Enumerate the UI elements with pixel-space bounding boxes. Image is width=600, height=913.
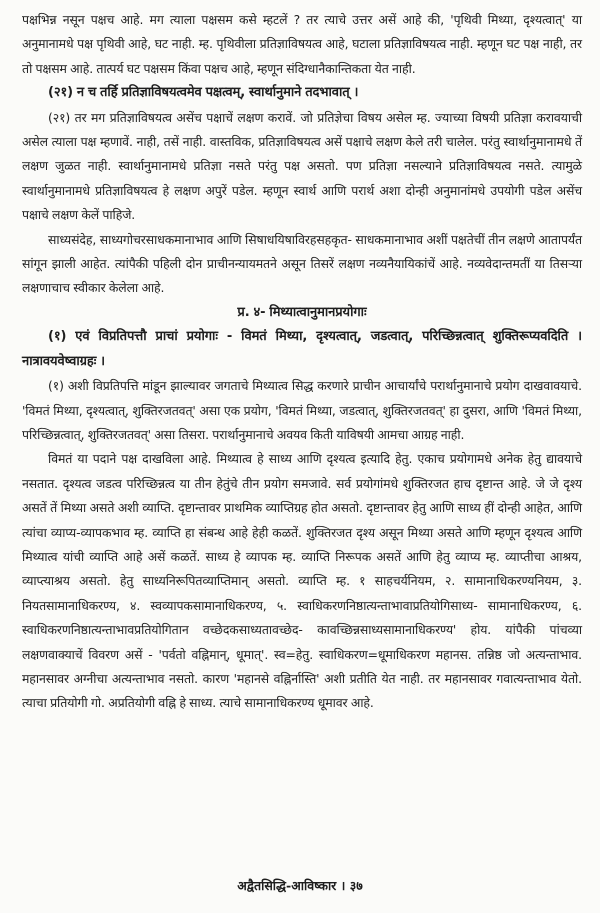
- paragraph-continued: पक्षभिन्न नसून पक्षच आहे. मग त्याला पक्षसम कसे म्हटलें ? तर त्याचे उत्तर असें आहे की, 'पृथिवी मिथ्या, दृश्यत्वात्' या अनुमानामधे पक्ष पृथिवी आहे, घट नाही. म्ह. पृथिवीला प्रतिज्ञाविषयत्व आहे, घटाला प्रतिज्ञाविषयत्व नाही. म्हणून घट पक्ष नाही, तर तो पक्षसम आहे. तात्पर्य घट पक्षसम किंवा पक्षच आहे, म्हणून संदिग्धानैकान्तिकता येत नाही.: [22, 12, 582, 76]
- paragraph-vimata: विमतं या पदाने पक्ष दाखविला आहे. मिथ्यात्व हे साध्य आणि दृश्यत्व इत्यादि हेतु. एकाच प्रयोगामधे अनेक हेतु द्यावयाचे नसतात. दृश्यत्व जडत्व परिच्छिन्नत्व या तीन हेतुंचे तीन प्रयोग समजावे. सर्व प्रयोगांमधे शुक्तिरजत हाच दृष्टान्त आहे. जे जे दृश्य असतें तें मिथ्या असते अशी व्याप्ति. दृष्टान्तावर प्राथमिक व्याप्तिग्रह होत असतो. दृष्टान्तावर हेतु आणि साध्य हीं दोन्ही आहेत, आणि त्यांचा व्याप्य-व्यापकभाव म्ह. व्याप्ति हा संबन्ध आहे हेही कळतें. शुक्तिरजत दृश्य असून मिथ्या असते आणि म्हणून दृश्यत्व आणि मिथ्यात्व यांची व्याप्ति आहे असें कळतें. साध्य हे व्यापक म्ह. व्याप्ति निरूपक असतें आणि हेतु व्याप्य म्ह. व्याप्तीचा आश्रय, व्याप्त्याश्रय असतो. हेतु साध्यनिरूपितव्याप्तिमान् असतो. व्याप्ति म्ह. १ साहचर्यनियम, २. सामानाधिकरण्यनियम, ३. नियतसामानाधिकरण्य, ४. स्वव्यापकसामानाधिकरण्य, ५. स्वाधिकरणनिष्ठात्यन्ताभावाप्रतियोगिसाध्य- सामानाधिकरण्य, ६. स्वाधिकरणनिष्ठात्यन्ताभावप्रतियोगितान वच्छेदकसाध्यतावच्छेद- कावच्छिन्नसाध्यसामानाधिकरण्य' होय. यांपैकी पांचव्या लक्षणवाक्याचें विवरण असें - 'पर्वतो वह्निमान्, धूमात्'. स्व=हेतु. स्वाधिकरण=धूमाधिकरण महानस. तन्निष्ठ जो अत्यन्ताभाव. महानसावर अग्नीचा अत्यन्ताभाव नसतो. कारण 'महानसे वह्निर्नास्ति' अशी प्रतीति येत नाही. तर महानसावर गवात्यन्ताभाव येतो. त्याचा प्रतियोगी गो. अप्रतियोगी वह्नि हे साध्य. त्याचे सामानाधिकरण्य धूमावर आहे.: [22, 451, 582, 711]
- page-footer: अद्वैतसिद्धि-आविष्कार । ३७: [237, 878, 363, 893]
- paragraph-21: (२१) तर मग प्रतिज्ञाविषयत्व असेंच पक्षाचें लक्षण करावें. जो प्रतिज्ञेचा विषय असेल म्ह. ज्याच्या विषयी प्रतिज्ञा करावयाची असेल त्याला पक्ष म्हणावें. नाही, तसें नाही. वास्तविक, प्रतिज्ञाविषयत्व असें पक्षाचे लक्षण केले तरी चालेल. परंतु स्वार्थानुमानामधे तें लक्षण जुळत नाही. स्वार्थानुमानामधे प्रतिज्ञा नसते परंतु पक्ष असतो. पण प्रतिज्ञा नसल्याने प्रतिज्ञाविषयत्व नसते. त्यामुळे स्वार्थानुमानामधे प्रतिज्ञाविषयत्व हे लक्षण अपुरें पडेल. म्हणून स्वार्थ आणि परार्थ अशा दोन्ही अनुमानांमधे उपयोगी पडेल असेंच पक्षाचे लक्षण केलें पाहिजे.: [22, 109, 582, 223]
- sutra-21: (२१) न च तर्हि प्रतिज्ञाविषयत्वमेव पक्षत्वम्, स्वार्थानुमाने तदभावात् ।: [48, 85, 359, 101]
- page-body: [22, 8, 582, 716]
- section-heading: प्र. ४- मिथ्यात्वानुमानप्रयोगाः: [237, 304, 367, 320]
- paragraph-1: (१) अशी विप्रतिपत्ति मांडून झाल्यावर जगताचे मिथ्यात्व सिद्ध करणारे प्राचीन आचार्यांचे परार्थानुमानाचे प्रयोग दाखवावयाचे. 'विमतं मिथ्या, दृश्यत्वात्, शुक्तिरजतवत्' असा एक प्रयोग, 'विमतं मिथ्या, जडत्वात्, शुक्तिरजतवत्' हा दुसरा, आणि 'विमतं मिथ्या, परिच्छिन्नत्वात्, शुक्तिरजतवत्' असा तिसरा. परार्थानुमानाचे अवयव किती याविषयी आमचा आग्रह नाही.: [22, 378, 582, 442]
- paragraph-sadhya: साध्यसंदेह, साध्यगोचरसाधकमानाभाव आणि सिषाधयिषाविरहसहकृत- साधकमानाभाव अशीं पक्षतेचीं तीन लक्षणे आतापर्यंत सांगून झाली आहेत. त्यांपैकी पहिली दोन प्राचीनन्यायमतने असून तिसरें लक्षण नव्यनैयायिकांचें आहे. नव्यवेदान्तमतीं या तिसऱ्या लक्षणाचाच स्वीकार केलेला आहे.: [22, 231, 582, 296]
- sutra-1: (१) एवं विप्रतिपत्तौ प्राचां प्रयोगाः - विमतं मिथ्या, दृश्यत्वात्, जडत्वात्, परिच्छिन्नत्वात् शुक्तिरूप्यवदिति । नात्रावयवेष्वाग्रहः ।: [22, 329, 582, 369]
